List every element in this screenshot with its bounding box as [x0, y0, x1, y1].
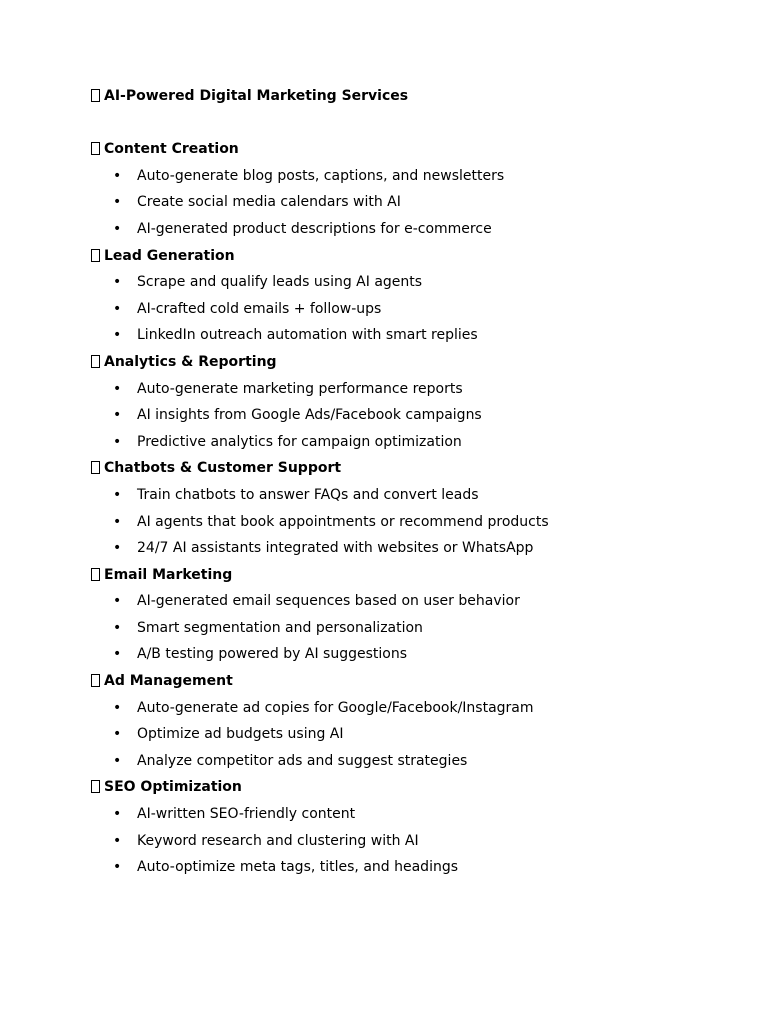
- section-heading: [91, 774, 728, 801]
- list-item-text: Smart segmentation and personalization: [137, 619, 423, 636]
- section-email-marketing: [91, 562, 728, 668]
- section-heading-text: Ad Management: [104, 673, 233, 690]
- bullet-dot-icon: •: [113, 540, 122, 557]
- bullet-dot-icon: •: [113, 300, 122, 317]
- bullet-dot-icon: •: [113, 593, 122, 610]
- list-item: [91, 429, 728, 456]
- bullet-dot-icon: •: [113, 699, 122, 716]
- list-item-text: Train chatbots to answer FAQs and convert leads: [137, 486, 479, 503]
- bullet-dot-icon: •: [113, 407, 122, 424]
- bullet-dot-icon: •: [113, 832, 122, 849]
- list-item: [91, 721, 728, 748]
- list-item: [91, 402, 728, 429]
- list-item-text: Auto-generate marketing performance reports: [137, 380, 463, 397]
- list-item: [91, 695, 728, 722]
- list-item: [91, 163, 728, 190]
- list-item: [91, 322, 728, 349]
- bullet-dot-icon: •: [113, 859, 122, 876]
- section-heading-text: SEO Optimization: [104, 779, 242, 796]
- bullet-dot-icon: •: [113, 380, 122, 397]
- missing-emoji-glyph-icon: [91, 89, 100, 102]
- bullet-dot-icon: •: [113, 433, 122, 450]
- list-item-text: Create social media calendars with AI: [137, 194, 401, 211]
- list-item-text: Predictive analytics for campaign optimization: [137, 433, 462, 450]
- bullet-list: [91, 163, 728, 243]
- list-item-text: Auto-generate ad copies for Google/Facebook/Instagram: [137, 699, 534, 716]
- list-item-text: LinkedIn outreach automation with smart replies: [137, 327, 478, 344]
- list-item: [91, 509, 728, 536]
- missing-emoji-glyph-icon: [91, 674, 100, 687]
- list-item: [91, 376, 728, 403]
- list-item-text: AI-crafted cold emails + follow-ups: [137, 300, 382, 317]
- list-item-text: Optimize ad budgets using AI: [137, 726, 344, 743]
- section-heading-text: Chatbots & Customer Support: [104, 460, 342, 477]
- bullet-list: [91, 482, 728, 562]
- list-item: [91, 588, 728, 615]
- list-item: [91, 615, 728, 642]
- bullet-dot-icon: •: [113, 513, 122, 530]
- bullet-dot-icon: •: [113, 752, 122, 769]
- list-item-text: Auto-generate blog posts, captions, and newsletters: [137, 167, 505, 184]
- section-heading-text: Email Marketing: [104, 566, 233, 583]
- document-title-text: AI-Powered Digital Marketing Services: [104, 88, 409, 104]
- list-item: [91, 828, 728, 855]
- section-heading-text: Content Creation: [104, 141, 239, 158]
- list-item: [91, 189, 728, 216]
- list-item-text: Auto-optimize meta tags, titles, and headings: [137, 859, 459, 876]
- list-item: [91, 296, 728, 323]
- list-item-text: AI insights from Google Ads/Facebook campaigns: [137, 407, 482, 424]
- bullet-dot-icon: •: [113, 327, 122, 344]
- list-item: [91, 854, 728, 881]
- bullet-list: [91, 801, 728, 881]
- list-item-text: 24/7 AI assistants integrated with websites or WhatsApp: [137, 540, 534, 557]
- missing-emoji-glyph-icon: [91, 780, 100, 793]
- bullet-list: [91, 695, 728, 775]
- section-heading: [91, 455, 728, 482]
- bullet-dot-icon: •: [113, 274, 122, 291]
- section-analytics-reporting: [91, 349, 728, 455]
- list-item-text: Keyword research and clustering with AI: [137, 832, 419, 849]
- bullet-dot-icon: •: [113, 167, 122, 184]
- section-heading: [91, 562, 728, 589]
- list-item-text: A/B testing powered by AI suggestions: [137, 646, 407, 663]
- missing-emoji-glyph-icon: [91, 568, 100, 581]
- section-heading-text: Lead Generation: [104, 247, 235, 264]
- section-heading-text: Analytics & Reporting: [104, 353, 277, 370]
- bullet-dot-icon: •: [113, 806, 122, 823]
- list-item: [91, 216, 728, 243]
- missing-emoji-glyph-icon: [91, 461, 100, 474]
- bullet-dot-icon: •: [113, 726, 122, 743]
- section-ad-management: [91, 668, 728, 774]
- list-item-text: AI-generated product descriptions for e-commerce: [137, 220, 492, 237]
- list-item: [91, 748, 728, 775]
- list-item: [91, 641, 728, 668]
- bullet-dot-icon: •: [113, 646, 122, 663]
- list-item-text: AI-generated email sequences based on user behavior: [137, 593, 520, 610]
- section-chatbots-customer-support: [91, 455, 728, 561]
- missing-emoji-glyph-icon: [91, 249, 100, 262]
- section-seo-optimization: [91, 774, 728, 880]
- section-heading: [91, 349, 728, 376]
- document-title: [91, 83, 728, 110]
- list-item: [91, 269, 728, 296]
- list-item-text: Scrape and qualify leads using AI agents: [137, 274, 423, 291]
- list-item: [91, 482, 728, 509]
- bullet-dot-icon: •: [113, 194, 122, 211]
- bullet-dot-icon: •: [113, 486, 122, 503]
- list-item-text: AI agents that book appointments or recommend products: [137, 513, 549, 530]
- missing-emoji-glyph-icon: [91, 355, 100, 368]
- bullet-list: [91, 376, 728, 456]
- section-heading: [91, 668, 728, 695]
- section-lead-generation: [91, 243, 728, 349]
- missing-emoji-glyph-icon: [91, 142, 100, 155]
- bullet-list: [91, 269, 728, 349]
- section-content-creation: [91, 136, 728, 242]
- sections-container: [91, 136, 728, 881]
- list-item-text: AI-written SEO-friendly content: [137, 806, 356, 823]
- bullet-list: [91, 588, 728, 668]
- list-item: [91, 801, 728, 828]
- section-heading: [91, 136, 728, 163]
- bullet-dot-icon: •: [113, 220, 122, 237]
- list-item: [91, 535, 728, 562]
- bullet-dot-icon: •: [113, 619, 122, 636]
- section-heading: [91, 243, 728, 270]
- list-item-text: Analyze competitor ads and suggest strategies: [137, 752, 468, 769]
